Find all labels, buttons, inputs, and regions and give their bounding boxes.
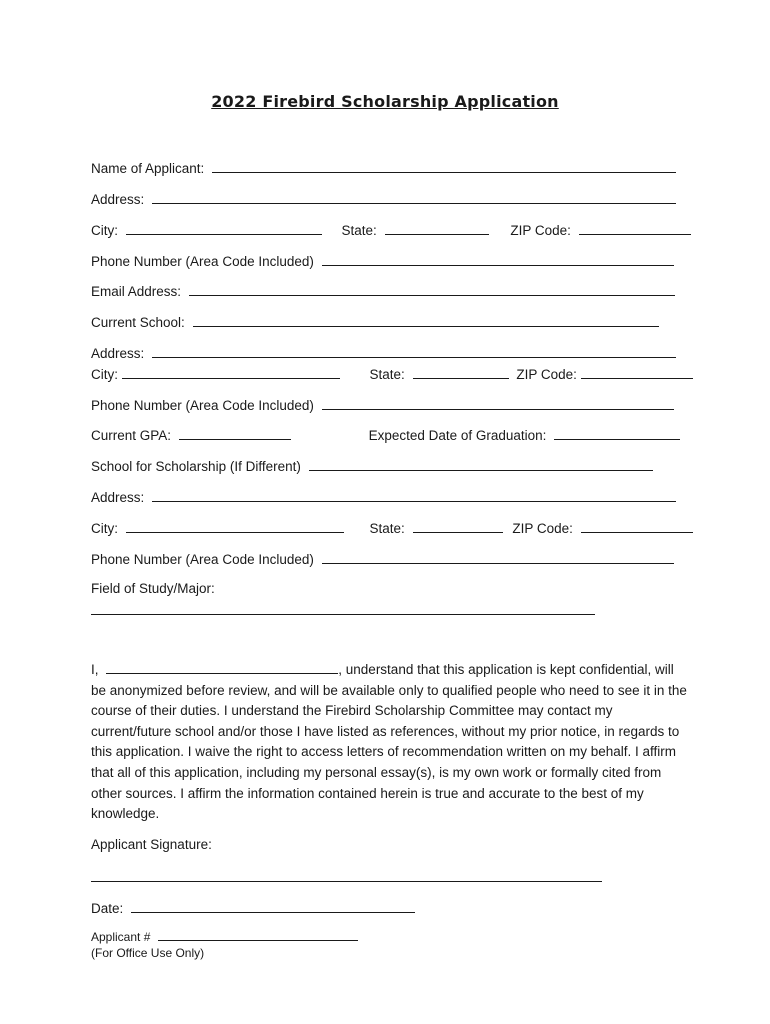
current-school-label: Current School: [91,315,185,330]
major-label: Field of Study/Major: [91,581,215,596]
scholarship-address-input-line[interactable] [152,489,676,502]
scholarship-school-label: School for Scholarship (If Different) [91,459,301,474]
statement-prefix: I, [91,662,99,677]
scholarship-state-label: State: [369,521,405,536]
name-label: Name of Applicant: [91,161,205,176]
school-city-row [91,366,693,383]
state-input-line[interactable] [385,222,489,235]
scholarship-phone-label: Phone Number (Area Code Included) [91,552,314,567]
confidentiality-statement [91,660,691,825]
state-label: State: [341,223,377,238]
applicant-number-label: Applicant # [91,930,151,944]
school-city-input-line[interactable] [122,366,340,379]
address-row [91,191,676,208]
scholarship-city-input-line[interactable] [126,520,344,533]
office-use-note: (For Office Use Only) [91,946,205,960]
city-label: City: [91,223,118,238]
scholarship-school-row [91,458,653,475]
gpa-input-line[interactable] [179,427,291,440]
scholarship-school-input-line[interactable] [309,458,653,471]
city-row [91,222,691,239]
applicant-number-input-line[interactable] [158,930,358,941]
statement-name-input-line[interactable] [106,661,338,674]
school-zip-input-line[interactable] [581,366,693,379]
name-input-line[interactable] [212,160,676,173]
phone-label: Phone Number (Area Code Included) [91,254,314,269]
graduation-label: Expected Date of Graduation: [368,428,547,443]
scholarship-state-input-line[interactable] [413,520,503,533]
name-row [91,160,676,177]
signature-label: Applicant Signature: [91,837,212,852]
scholarship-zip-label: ZIP Code: [512,521,573,536]
major-input-line[interactable] [91,614,595,615]
current-school-input-line[interactable] [193,314,659,327]
school-state-input-line[interactable] [413,366,509,379]
graduation-input-line[interactable] [554,427,680,440]
signature-row [91,837,212,853]
email-input-line[interactable] [189,283,675,296]
school-address-row [91,345,676,362]
scholarship-address-row [91,489,676,506]
statement-text: , understand that this application is kept confidential, will be anonymized before review, and will be available only to qualified people who need to see it in the course of their duties. I understand the Firebird Scholarship Committee may contact my current/future school and/or those I have listed as references, without my prior notice, in regards to this application. I waive the right to access letters of recommendation written on my behalf. I affirm that all of this application, including my personal essay(s), is my own work or formally cited from other sources. I affirm the information contained herein is true and accurate to the best of my knowledge. [91,662,687,822]
scholarship-city-row [91,520,693,537]
scholarship-city-label: City: [91,521,118,536]
scholarship-phone-input-line[interactable] [322,551,674,564]
zip-label: ZIP Code: [510,223,571,238]
school-phone-label: Phone Number (Area Code Included) [91,398,314,413]
school-address-label: Address: [91,346,145,361]
address-label: Address: [91,192,145,207]
scholarship-zip-input-line[interactable] [581,520,693,533]
school-phone-input-line[interactable] [322,397,674,410]
page-title: 2022 Firebird Scholarship Application [211,92,559,111]
phone-input-line[interactable] [322,253,674,266]
date-input-line[interactable] [131,900,415,913]
email-label: Email Address: [91,284,182,299]
school-city-label: City: [91,367,118,382]
school-state-label: State: [369,367,405,382]
city-input-line[interactable] [126,222,322,235]
zip-input-line[interactable] [579,222,691,235]
school-phone-row [91,397,674,414]
gpa-label: Current GPA: [91,428,172,443]
gpa-row [91,427,680,444]
applicant-number-row [91,929,358,945]
major-row [91,581,215,597]
scholarship-address-label: Address: [91,490,145,505]
email-row [91,283,675,300]
school-address-input-line[interactable] [152,345,676,358]
school-zip-label: ZIP Code: [516,367,577,382]
date-row [91,900,415,917]
phone-row [91,253,674,270]
date-label: Date: [91,901,124,916]
scholarship-phone-row [91,551,674,568]
address-input-line[interactable] [152,191,676,204]
current-school-row [91,314,659,331]
signature-input-line[interactable] [91,881,602,882]
